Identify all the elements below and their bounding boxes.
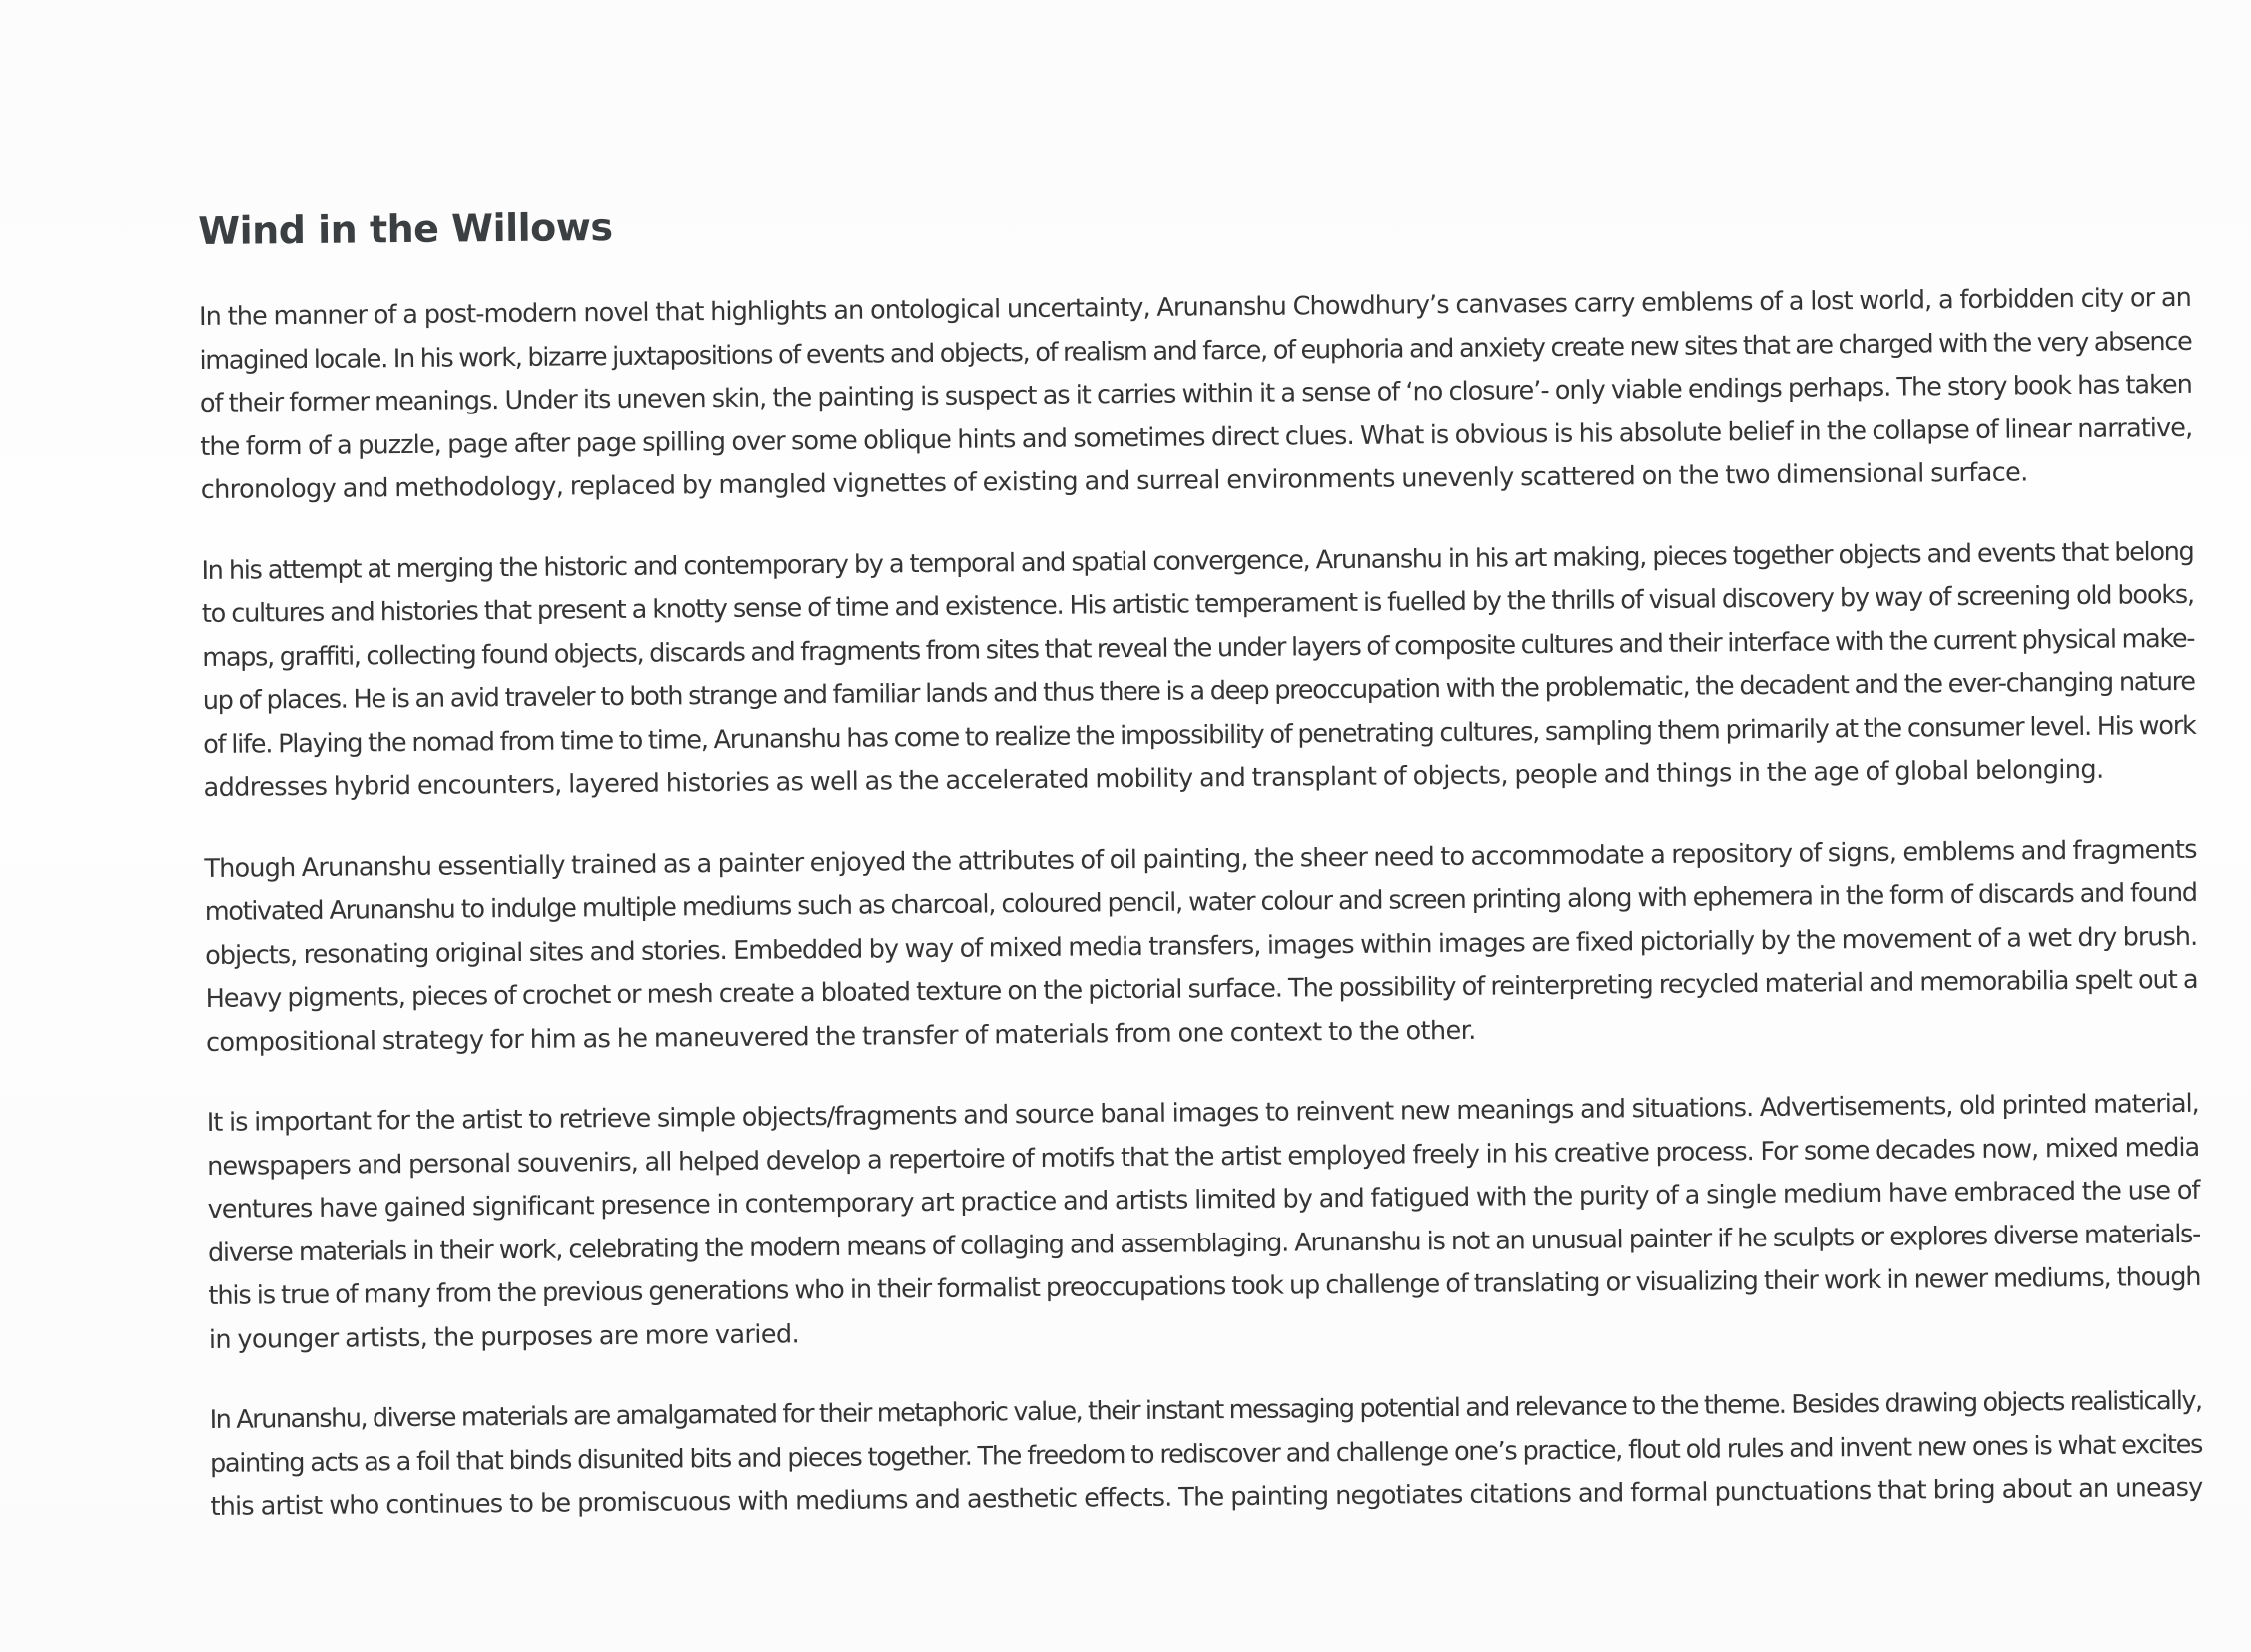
text-line: Though Arunanshu essentially trained as a painter enjoyed the attributes of oil painting, the sheer need to accommodate a repository of signs, emblems and fragments bbox=[204, 834, 2197, 884]
text-line: motivated Arunanshu to indulge multiple mediums such as charcoal, coloured pencil, water colour and screen printing along with ephemera in the form of discards and found bbox=[204, 877, 2197, 927]
text-line: ventures have gained significant presence in contemporary art practice and artists limited by and fatigued with the purity of a single medium have embraced the use of bbox=[207, 1175, 2200, 1225]
text-line: to cultures and histories that present a knotty sense of time and existence. His artistic temperament is fuelled by the thrills of visual discovery by way of screening old books, bbox=[201, 579, 2194, 629]
text-line: Heavy pigments, pieces of crochet or mesh create a bloated texture on the pictorial surface. The possibility of reinterpreting recycled material and memorabilia spelt out a bbox=[205, 964, 2198, 1014]
text-line: imagined locale. In his work, bizarre juxtapositions of events and objects, of realism and farce, of euphoria and anxiety create new sites that are charged with the very absence bbox=[199, 326, 2192, 376]
text-line: in younger artists, the purposes are more varied. bbox=[208, 1318, 800, 1355]
text-line: objects, resonating original sites and stories. Embedded by way of mixed media transfers, images within images are fixed pictorially by the movement of a wet dry brush. bbox=[205, 921, 2198, 971]
text-line: It is important for the artist to retrieve simple objects/fragments and source banal images to reinvent new meanings and situations. Advertisements, old printed material, bbox=[206, 1088, 2199, 1138]
paragraph-3 bbox=[204, 828, 2198, 1065]
paragraph-2 bbox=[201, 530, 2195, 810]
text-line: diverse materials in their work, celebrating the modern means of collaging and assemblaging. Arunanshu is not an unusual painter if he sculpts or explores diverse materials- bbox=[207, 1219, 2201, 1268]
text-line: this is true of many from the previous generations who in their formalist preoccupations took up challenge of translating or visualizing their work in newer mediums, though bbox=[208, 1261, 2201, 1311]
text-line: of their former meanings. Under its uneven skin, the painting is suspect as it carries within it a sense of ‘no closure’- only viable endings perhaps. The story book has taken bbox=[199, 369, 2192, 418]
text-line: up of places. He is an avid traveler to both strange and familiar lands and thus there is a deep preoccupation with the problematic, the decadent and the ever-changing nature bbox=[202, 666, 2195, 716]
article-title: Wind in the Willows bbox=[198, 205, 613, 253]
text-line: addresses hybrid encounters, layered histories as well as the accelerated mobility and transplant of objects, people and things in the age of global belonging. bbox=[203, 754, 2104, 803]
text-line: this artist who continues to be promiscuous with mediums and aesthetic effects. The painting negotiates citations and formal punctuations that bring about an uneasy bbox=[210, 1472, 2203, 1522]
text-line: compositional strategy for him as he maneuvered the transfer of materials from one context to the other. bbox=[205, 1015, 1476, 1058]
text-line: of life. Playing the nomad from time to time, Arunanshu has come to realize the impossibility of penetrating cultures, sampling them primarily at the consumer level. His work bbox=[203, 710, 2196, 760]
paragraph-1 bbox=[199, 277, 2193, 513]
paragraph-5 bbox=[209, 1380, 2202, 1530]
text-line: In his attempt at merging the historic and contemporary by a temporal and spatial convergence, Arunanshu in his art making, pieces together objects and events that belong bbox=[201, 536, 2194, 586]
text-line: newspapers and personal souvenirs, all helped develop a repertoire of motifs that the artist employed freely in his creative process. For some decades now, mixed media bbox=[207, 1132, 2200, 1182]
text-line: maps, graffiti, collecting found objects, discards and fragments from sites that reveal the under layers of composite cultures and their interface with the current physical make- bbox=[202, 623, 2195, 673]
text-line: In Arunanshu, diverse materials are amalgamated for their metaphoric value, their instant messaging potential and relevance to the theme. Besides drawing objects realistically, bbox=[209, 1385, 2202, 1435]
text-line: chronology and methodology, replaced by mangled vignettes of existing and surreal environments unevenly scattered on the two dimensional surface. bbox=[200, 457, 2028, 505]
text-line: painting acts as a foil that binds disunited bits and pieces together. The freedom to rediscover and challenge one’s practice, flout old rules and invent new ones is what excites bbox=[209, 1429, 2203, 1479]
text-line: In the manner of a post-modern novel that highlights an ontological uncertainty, Arunanshu Chowdhury’s canvases carry emblems of a lost world, a forbidden city or an bbox=[198, 282, 2192, 332]
text-line: the form of a puzzle, page after page spilling over some oblique hints and sometimes direct clues. What is obvious is his absolute belief in the collapse of linear narrative, bbox=[200, 413, 2193, 462]
paragraph-4 bbox=[207, 1083, 2201, 1362]
article bbox=[198, 187, 2203, 1567]
